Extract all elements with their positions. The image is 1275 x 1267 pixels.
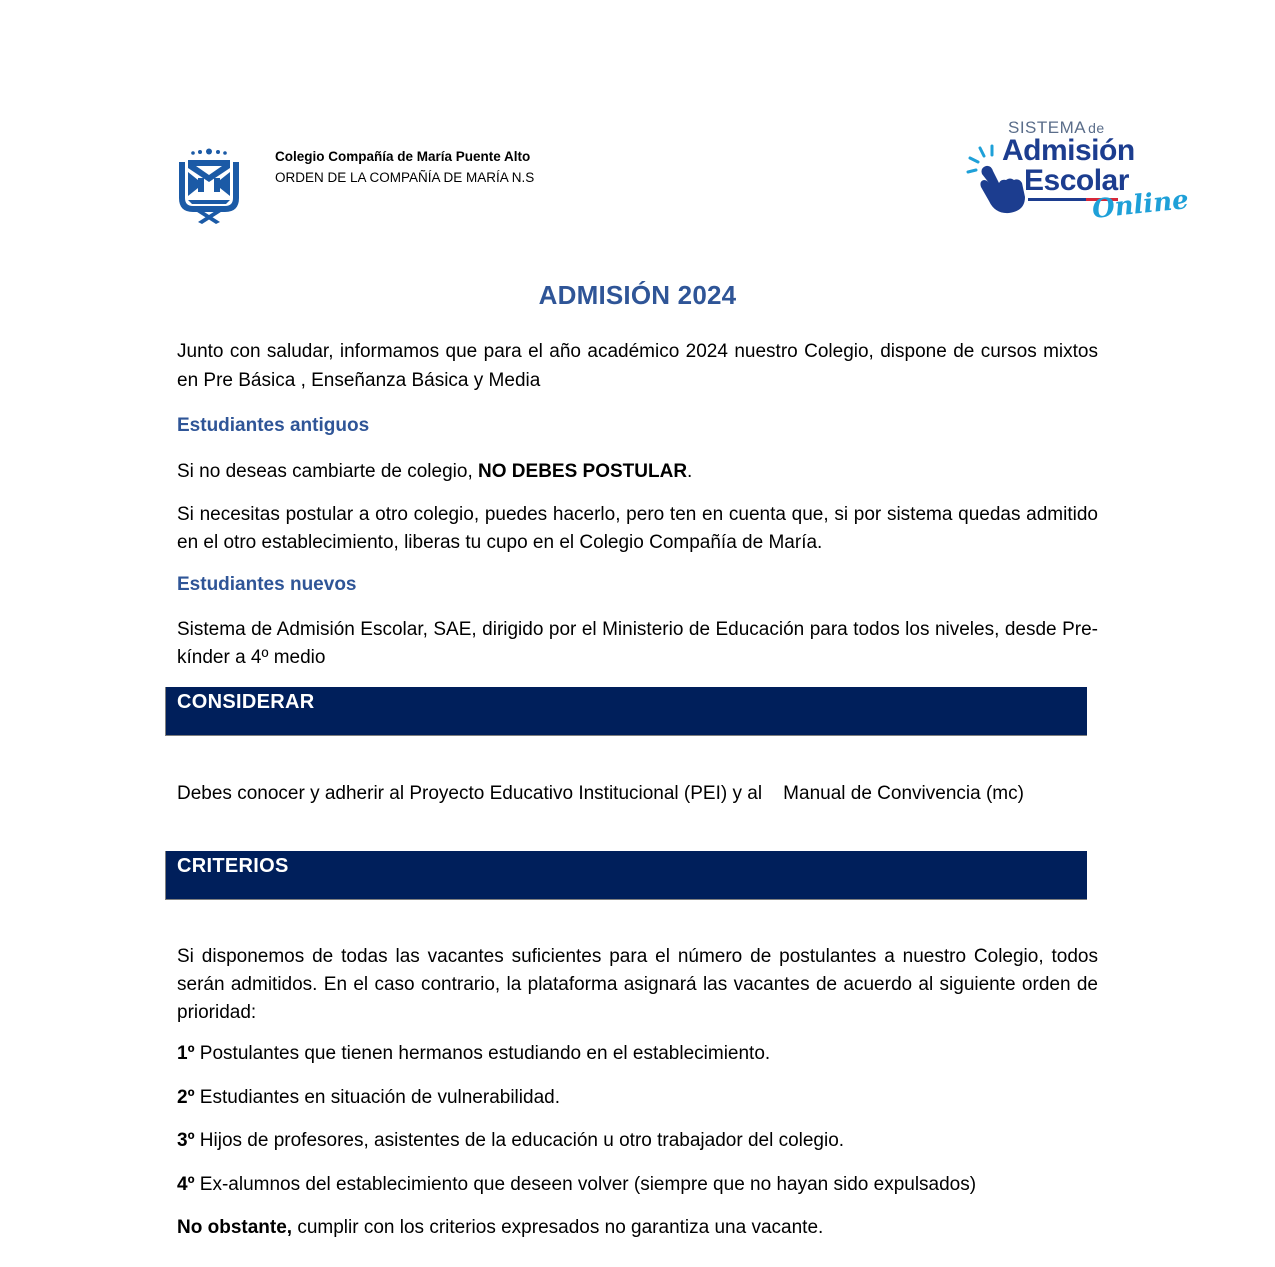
closing-note bbox=[177, 1217, 823, 1239]
closing-text: cumplir con los criterios expresados no garantiza una vacante. bbox=[292, 1217, 824, 1238]
school-order: ORDEN DE LA COMPAÑÍA DE MARÍA N.S bbox=[275, 170, 535, 185]
priority-number: 1º bbox=[177, 1043, 195, 1064]
priority-text: Hijos de profesores, asistentes de la educación u otro trabajador del colegio. bbox=[194, 1130, 845, 1151]
considerar-paragraph: Debes conocer y adherir al Proyecto Educativo Institucional (PEI) y al Manual de Convivencia (mc) bbox=[177, 783, 1024, 804]
nuevos-paragraph: Sistema de Admisión Escolar, SAE, dirigido por el Ministerio de Educación para todos los niveles, desde Pre-kínder a 4º medio bbox=[177, 619, 1098, 668]
closing-bold: No obstante, bbox=[177, 1217, 293, 1238]
priority-text: Estudiantes en situación de vulnerabilidad. bbox=[194, 1087, 560, 1108]
sae-underline bbox=[1028, 198, 1086, 201]
sae-logo bbox=[962, 112, 1191, 230]
antiguos-p1-prefix: Si no deseas cambiarte de colegio, bbox=[177, 461, 479, 482]
priority-number: 2º bbox=[177, 1087, 195, 1108]
sae-online: Online bbox=[1090, 185, 1191, 225]
school-name: Colegio Compañía de María Puente Alto bbox=[275, 149, 531, 164]
sae-de: de bbox=[1088, 120, 1105, 136]
banner-criterios bbox=[165, 851, 1087, 900]
priority-item bbox=[177, 1174, 976, 1196]
intro-paragraph: Junto con saludar, informamos que para el año académico 2024 nuestro Colegio, dispone de cursos mixtos en Pre Básica , Enseñanza Básica y Media bbox=[177, 341, 1098, 391]
antiguos-p1-bold: NO DEBES POSTULAR bbox=[478, 461, 688, 482]
section-heading-antiguos: Estudiantes antiguos bbox=[177, 415, 370, 436]
antiguos-p1-suffix: . bbox=[687, 461, 693, 482]
priority-number: 4º bbox=[177, 1174, 195, 1195]
school-crest-icon bbox=[176, 148, 252, 224]
banner-considerar bbox=[165, 687, 1087, 736]
banner-criterios-label: CRITERIOS bbox=[177, 855, 289, 877]
priority-number: 3º bbox=[177, 1130, 195, 1151]
antiguos-paragraph-1 bbox=[177, 457, 1098, 486]
antiguos-paragraph-2: Si necesitas postular a otro colegio, puedes hacerlo, pero ten en cuenta que, si por sistema quedas admitido en el otro establecimiento, liberas tu cupo en el Colegio Compañía de María. bbox=[177, 504, 1098, 553]
priority-item bbox=[177, 1130, 844, 1152]
priority-text: Postulantes que tienen hermanos estudiando en el establecimiento. bbox=[194, 1043, 771, 1064]
priority-text: Ex-alumnos del establecimiento que deseen volver (siempre que no hayan sido expulsados) bbox=[194, 1174, 977, 1195]
banner-considerar-label: CONSIDERAR bbox=[177, 691, 315, 713]
priority-item bbox=[177, 1087, 560, 1109]
section-heading-nuevos: Estudiantes nuevos bbox=[177, 574, 357, 595]
sae-sistema: SISTEMA bbox=[1008, 118, 1087, 137]
priority-item bbox=[177, 1043, 770, 1065]
sae-admision: Admisión bbox=[1002, 134, 1135, 167]
sae-escolar: Escolar bbox=[1024, 164, 1129, 197]
criterios-intro: Si disponemos de todas las vacantes suficientes para el número de postulantes a nuestro Colegio, todos serán admitidos. En el caso contrario, la plataforma asignará las vacantes de acuerdo al siguiente orden de prioridad: bbox=[177, 946, 1098, 1023]
page-title: ADMISIÓN 2024 bbox=[538, 280, 737, 310]
